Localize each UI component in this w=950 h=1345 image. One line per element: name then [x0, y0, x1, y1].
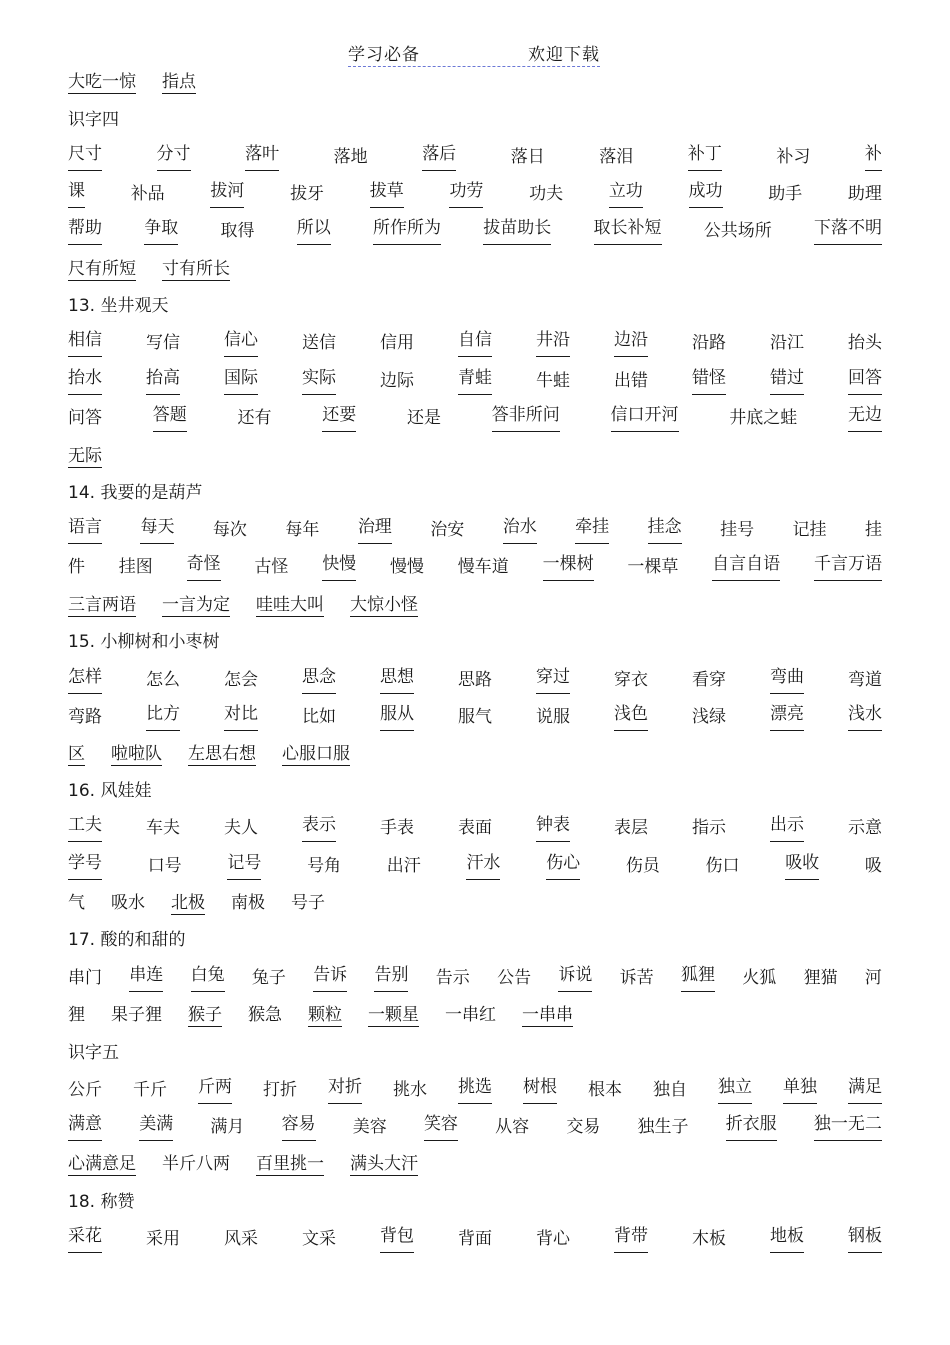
word-row: [68, 814, 882, 842]
underlined-word: 啦啦队: [111, 744, 162, 764]
section-title: 15. 小柳树和小枣树: [68, 632, 220, 652]
underlined-word: 自言自语: [712, 553, 780, 581]
word: 一串红: [445, 1005, 496, 1025]
word: 问答: [68, 408, 102, 428]
word: 看穿: [692, 670, 726, 690]
word: 果子狸: [111, 1005, 162, 1025]
section-heading: [68, 777, 882, 805]
word: 表层: [614, 818, 648, 838]
underlined-word: 工夫: [68, 814, 102, 842]
underlined-word: 哇哇大叫: [256, 595, 324, 615]
word: 示意: [848, 818, 882, 838]
underlined-word: 每天: [140, 516, 174, 544]
word: 沿路: [692, 333, 726, 353]
underlined-word: 无边: [848, 404, 882, 432]
word: 公告: [497, 968, 532, 988]
word: 功夫: [529, 184, 564, 204]
word: 告示: [435, 968, 470, 988]
underlined-word: 满足: [848, 1076, 882, 1104]
underlined-word: 吸收: [785, 852, 819, 880]
underlined-word: 区: [68, 744, 85, 764]
word: 思路: [458, 670, 492, 690]
underlined-word: 无际: [68, 446, 102, 466]
word: 满月: [210, 1117, 245, 1137]
word: 慢车道: [457, 557, 509, 577]
section-heading: [68, 292, 882, 320]
underlined-word: 地板: [770, 1225, 804, 1253]
underlined-word: 帮助: [68, 217, 102, 245]
underlined-word: 一颗星: [368, 1005, 419, 1025]
word: 牛蛙: [536, 371, 570, 391]
word-row: [68, 367, 882, 395]
underlined-word: 寸有所长: [162, 259, 230, 279]
word: 独生子: [637, 1117, 689, 1137]
word: 兔子: [251, 968, 286, 988]
underlined-word: 思想: [380, 666, 414, 694]
word: 写信: [146, 333, 180, 353]
word: 助理: [847, 184, 882, 204]
word: 古怪: [254, 557, 289, 577]
underlined-word: 折衣服: [726, 1113, 777, 1141]
word: 狸猫: [803, 968, 838, 988]
word: 慢慢: [389, 557, 424, 577]
word: 气: [68, 893, 85, 913]
word: 沿江: [770, 333, 804, 353]
word: 公斤: [68, 1080, 102, 1100]
underlined-word: 比方: [146, 703, 180, 731]
underlined-word: 下落不明: [814, 217, 882, 245]
word: 穿衣: [614, 670, 648, 690]
word: 服气: [458, 707, 492, 727]
word: 弯路: [68, 707, 102, 727]
underlined-word: 汗水: [466, 852, 500, 880]
underlined-word: 边沿: [614, 329, 648, 357]
underlined-word: 钢板: [848, 1225, 882, 1253]
underlined-word: 出示: [770, 814, 804, 842]
underlined-word: 青蛙: [458, 367, 492, 395]
underlined-word: 白兔: [191, 964, 225, 992]
word-row: [68, 404, 882, 432]
word: 背面: [458, 1229, 492, 1249]
word: 助手: [768, 184, 803, 204]
underlined-word: 单独: [783, 1076, 817, 1104]
underlined-word: 大惊小怪: [350, 595, 418, 615]
underlined-word: 取长补短: [594, 217, 662, 245]
underlined-word: 牵挂: [575, 516, 609, 544]
underlined-word: 三言两语: [68, 595, 136, 615]
word: 落泪: [599, 147, 634, 167]
underlined-word: 拔苗助长: [483, 217, 551, 245]
underlined-word: 告诉: [313, 964, 347, 992]
underlined-word: 漂亮: [770, 703, 804, 731]
section-heading: [68, 479, 882, 507]
underlined-word: 一棵树: [543, 553, 594, 581]
word-row: [68, 591, 882, 619]
underlined-word: 告别: [374, 964, 408, 992]
word-row: [68, 740, 882, 768]
underlined-word: 成功: [689, 180, 723, 208]
word: 浅绿: [692, 707, 726, 727]
word: 千斤: [133, 1080, 167, 1100]
word: 串门: [68, 968, 102, 988]
word-row: [68, 255, 882, 283]
word: 比如: [302, 707, 336, 727]
underlined-word: 服从: [380, 703, 414, 731]
underlined-word: 错过: [770, 367, 804, 395]
underlined-word: 信口开河: [611, 404, 679, 432]
word-row: [68, 1113, 882, 1141]
word: 木板: [692, 1229, 726, 1249]
word-row: [68, 553, 882, 581]
word: 猴急: [248, 1005, 282, 1025]
word: 交易: [566, 1117, 601, 1137]
underlined-word: 相信: [68, 329, 102, 357]
underlined-word: 课: [68, 180, 85, 208]
word: 挂: [864, 520, 882, 540]
header-right-text: 欢迎下载: [528, 45, 600, 65]
word: 边际: [380, 371, 414, 391]
word: 公共场所: [703, 221, 772, 241]
word: 送信: [302, 333, 336, 353]
underlined-word: 语言: [68, 516, 102, 544]
underlined-word: 浅色: [614, 703, 648, 731]
header-left-text: 学习必备: [348, 45, 420, 65]
word-row: [68, 666, 882, 694]
underlined-word: 伤心: [546, 852, 580, 880]
word: 夫人: [224, 818, 258, 838]
underlined-word: 心服口服: [282, 744, 350, 764]
underlined-word: 挑选: [458, 1076, 492, 1104]
section-heading: [68, 1188, 882, 1216]
underlined-word: 思念: [302, 666, 336, 694]
word: 一棵草: [627, 557, 679, 577]
underlined-word: 满意: [68, 1113, 102, 1141]
underlined-word: 还要: [322, 404, 356, 432]
word: 文采: [302, 1229, 336, 1249]
word: 吸水: [111, 893, 145, 913]
word: 怎么: [146, 670, 180, 690]
underlined-word: 一言为定: [162, 595, 230, 615]
word-row: [68, 1225, 882, 1253]
underlined-word: 背包: [380, 1225, 414, 1253]
underlined-word: 分寸: [157, 143, 191, 171]
section-title: 18. 称赞: [68, 1192, 135, 1212]
word-row: [68, 1150, 882, 1178]
underlined-word: 钟表: [536, 814, 570, 842]
word: 治安: [430, 520, 465, 540]
underlined-word: 怎样: [68, 666, 102, 694]
word: 诉苦: [619, 968, 654, 988]
section-heading: [68, 106, 882, 134]
word: 伤口: [705, 856, 740, 876]
section-heading: [68, 628, 882, 656]
word: 抬头: [848, 333, 882, 353]
word: 狸: [68, 1005, 85, 1025]
word: 美容: [352, 1117, 387, 1137]
underlined-word: 对比: [224, 703, 258, 731]
word: 说服: [536, 707, 570, 727]
word: 信用: [380, 333, 414, 353]
word-row: [68, 703, 882, 731]
word: 口号: [147, 856, 182, 876]
underlined-word: 立功: [609, 180, 643, 208]
section-heading: [68, 1039, 882, 1067]
word: 根本: [588, 1080, 622, 1100]
underlined-word: 拔草: [370, 180, 404, 208]
word: 落地: [333, 147, 368, 167]
word: 还有: [237, 408, 272, 428]
underlined-word: 尺寸: [68, 143, 102, 171]
underlined-word: 独一无二: [814, 1113, 882, 1141]
word: 井底之蛙: [729, 408, 798, 428]
underlined-word: 落后: [422, 143, 456, 171]
word: 出汗: [386, 856, 421, 876]
word: 车夫: [146, 818, 180, 838]
word-row: [68, 889, 882, 917]
underlined-word: 串连: [129, 964, 163, 992]
word: 挑水: [393, 1080, 427, 1100]
underlined-word: 一串串: [522, 1005, 573, 1025]
underlined-word: 治理: [358, 516, 392, 544]
word: 件: [68, 557, 85, 577]
word: 打折: [263, 1080, 297, 1100]
section-title: 识字四: [68, 110, 119, 130]
underlined-word: 百里挑一: [256, 1154, 324, 1174]
underlined-word: 北极: [171, 893, 205, 913]
section-heading: [68, 926, 882, 954]
underlined-word: 表示: [302, 814, 336, 842]
underlined-word: 奇怪: [187, 553, 221, 581]
underlined-word: 独立: [718, 1076, 752, 1104]
word: 记挂: [792, 520, 827, 540]
underlined-word: 功劳: [449, 180, 483, 208]
underlined-word: 心满意足: [68, 1154, 136, 1174]
word-row: [68, 217, 882, 245]
underlined-word: 诉说: [558, 964, 592, 992]
section-title: 13. 坐井观天: [68, 296, 169, 316]
underlined-word: 所作所为: [373, 217, 441, 245]
underlined-word: 国际: [224, 367, 258, 395]
word: 指示: [692, 818, 726, 838]
underlined-word: 狐狸: [681, 964, 715, 992]
underlined-word: 抬水: [68, 367, 102, 395]
word: 落日: [510, 147, 545, 167]
underlined-word: 弯曲: [770, 666, 804, 694]
underlined-word: 穿过: [536, 666, 570, 694]
word: 每次: [212, 520, 247, 540]
underlined-word: 补丁: [688, 143, 722, 171]
word: 河: [864, 968, 882, 988]
word-row: [68, 180, 882, 208]
word-row: [68, 442, 882, 470]
word: 从容: [495, 1117, 530, 1137]
underlined-word: 落叶: [245, 143, 279, 171]
word: 伤员: [625, 856, 660, 876]
word-row: [68, 516, 882, 544]
word: 补品: [130, 184, 165, 204]
word: 拔牙: [290, 184, 325, 204]
underlined-word: 颗粒: [308, 1005, 342, 1025]
underlined-word: 回答: [848, 367, 882, 395]
underlined-word: 尺有所短: [68, 259, 136, 279]
underlined-word: 自信: [458, 329, 492, 357]
underlined-word: 千言万语: [814, 553, 882, 581]
section-title: 识字五: [68, 1043, 119, 1063]
word: 号子: [291, 893, 325, 913]
section-title: 14. 我要的是葫芦: [68, 483, 203, 503]
word: 南极: [231, 893, 265, 913]
word-row: [68, 329, 882, 357]
underlined-word: 所以: [297, 217, 331, 245]
underlined-word: 治水: [503, 516, 537, 544]
underlined-word: 对折: [328, 1076, 362, 1104]
section-title: 17. 酸的和甜的: [68, 930, 186, 950]
underlined-word: 浅水: [848, 703, 882, 731]
word: 表面: [458, 818, 492, 838]
underlined-word: 美满: [139, 1113, 173, 1141]
word: 吸: [864, 856, 882, 876]
word: 手表: [380, 818, 414, 838]
underlined-word: 采花: [68, 1225, 102, 1253]
word: 还是: [407, 408, 441, 428]
underlined-word: 信心: [224, 329, 258, 357]
underlined-word: 快慢: [322, 553, 356, 581]
word-row: [68, 1076, 882, 1104]
word: 挂号: [720, 520, 755, 540]
underlined-word: 学号: [68, 852, 102, 880]
underlined-word: 树根: [523, 1076, 557, 1104]
underlined-word: 容易: [282, 1113, 316, 1141]
section-title: 16. 风娃娃: [68, 781, 152, 801]
word: 弯道: [848, 670, 882, 690]
underlined-word: 井沿: [536, 329, 570, 357]
underlined-word: 补: [865, 143, 882, 171]
underlined-word: 错怪: [692, 367, 726, 395]
underlined-word: 答非所问: [492, 404, 560, 432]
underlined-word: 猴子: [188, 1005, 222, 1025]
underlined-word: 挂念: [648, 516, 682, 544]
underlined-word: 满头大汗: [350, 1154, 418, 1174]
word-row: [68, 852, 882, 880]
word: 补习: [776, 147, 811, 167]
underlined-word: 斤两: [198, 1076, 232, 1104]
word: 背心: [536, 1229, 570, 1249]
word: 号角: [307, 856, 342, 876]
word: 取得: [220, 221, 255, 241]
underlined-word: 抬高: [146, 367, 180, 395]
word-row: [68, 964, 882, 992]
word: 出错: [614, 371, 648, 391]
word-row: [68, 68, 882, 96]
word: 风采: [224, 1229, 258, 1249]
word: 挂图: [118, 557, 153, 577]
word-row: [68, 1001, 882, 1029]
underlined-word: 实际: [302, 367, 336, 395]
underlined-word: 大吃一惊: [68, 72, 136, 92]
underlined-word: 左思右想: [188, 744, 256, 764]
underlined-word: 笑容: [424, 1113, 458, 1141]
underlined-word: 争取: [144, 217, 178, 245]
word: 半斤八两: [162, 1154, 230, 1174]
word: 火狐: [742, 968, 777, 988]
underlined-word: 记号: [227, 852, 261, 880]
word-row: [68, 143, 882, 171]
word: 怎会: [224, 670, 258, 690]
underlined-word: 拔河: [210, 180, 244, 208]
word: 独自: [653, 1080, 687, 1100]
underlined-word: 答题: [153, 404, 187, 432]
underlined-word: 背带: [614, 1225, 648, 1253]
word: 每年: [285, 520, 320, 540]
underlined-word: 指点: [162, 72, 196, 92]
word: 采用: [146, 1229, 180, 1249]
